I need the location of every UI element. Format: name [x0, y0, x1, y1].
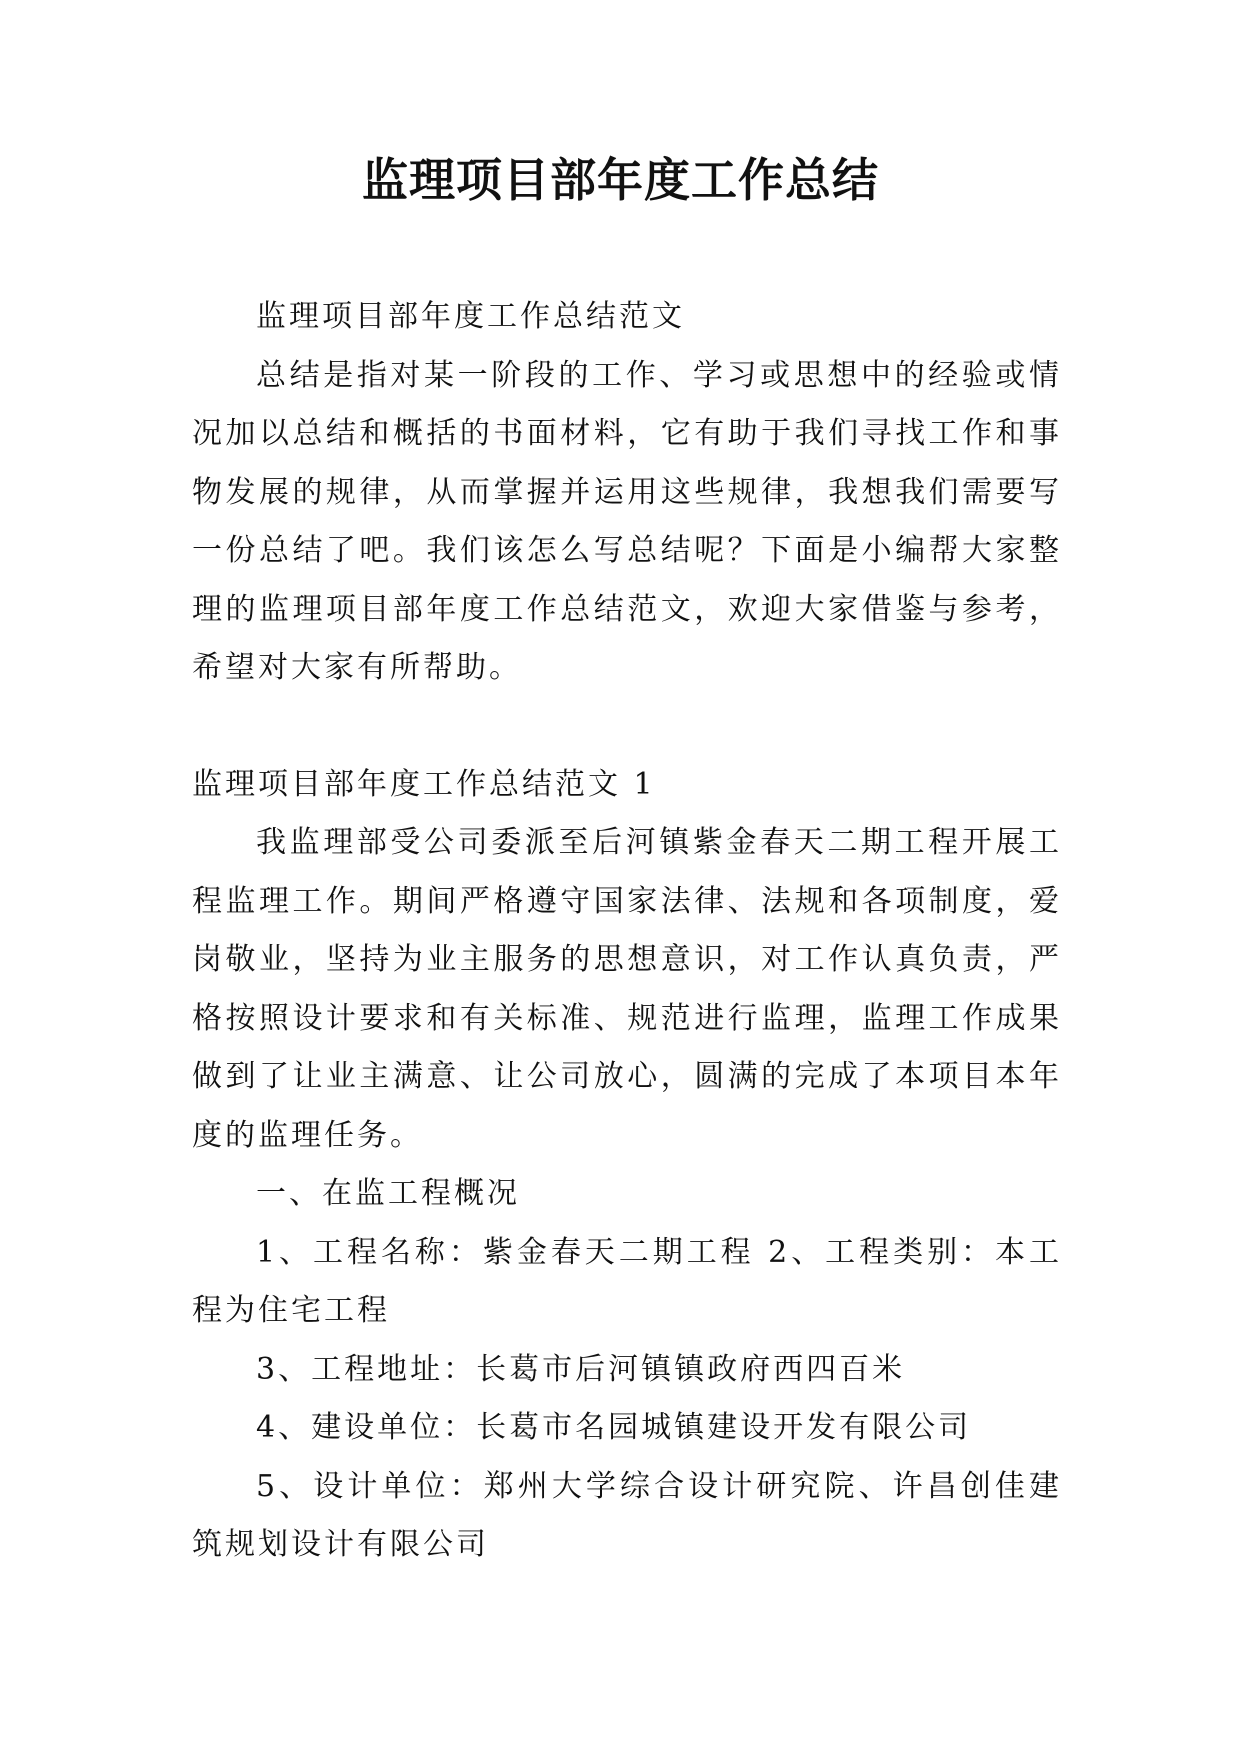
section-spacer — [192, 698, 1062, 756]
list-heading: 一、在监工程概况 — [256, 1176, 520, 1211]
list-item: 3、工程地址：长葛市后河镇镇政府西四百米 — [256, 1351, 906, 1387]
section-heading: 监理项目部年度工作总结范文 1 — [192, 766, 656, 802]
intro-paragraph: 总结是指对某一阶段的工作、学习或思想中的经验或情况加以总结和概括的书面材料，它有助于我们寻找工作和事物发展的规律，从而掌握并运用这些规律，我想我们需要写一份总结了吧。我们该怎么写总结呢？下面是小编帮大家整理的监理项目部年度工作总结范文，欢迎大家借鉴与参考，希望对大家有所帮助。 — [192, 357, 1062, 685]
list-item: 5、设计单位：郑州大学综合设计研究院、许昌创佳建筑规划设计有限公司 — [192, 1468, 1062, 1562]
document-title: 监理项目部年度工作总结 — [362, 153, 879, 207]
subtitle: 监理项目部年度工作总结范文 — [256, 299, 685, 334]
section-paragraph: 我监理部受公司委派至后河镇紫金春天二期工程开展工程监理工作。期间严格遵守国家法律、法规和各项制度，爱岗敬业，坚持为业主服务的思想意识，对工作认真负责，严格按照设计要求和有关标准、规范进行监理，监理工作成果做到了让业主满意、让公司放心，圆满的完成了本项目本年度的监理任务。 — [192, 825, 1062, 1153]
list-item: 4、建设单位：长葛市名园城镇建设开发有限公司 — [256, 1410, 972, 1445]
list-item: 1、工程名称：紫金春天二期工程 2、工程类别：本工程为住宅工程 — [192, 1234, 1062, 1328]
document-body — [192, 288, 1062, 1575]
